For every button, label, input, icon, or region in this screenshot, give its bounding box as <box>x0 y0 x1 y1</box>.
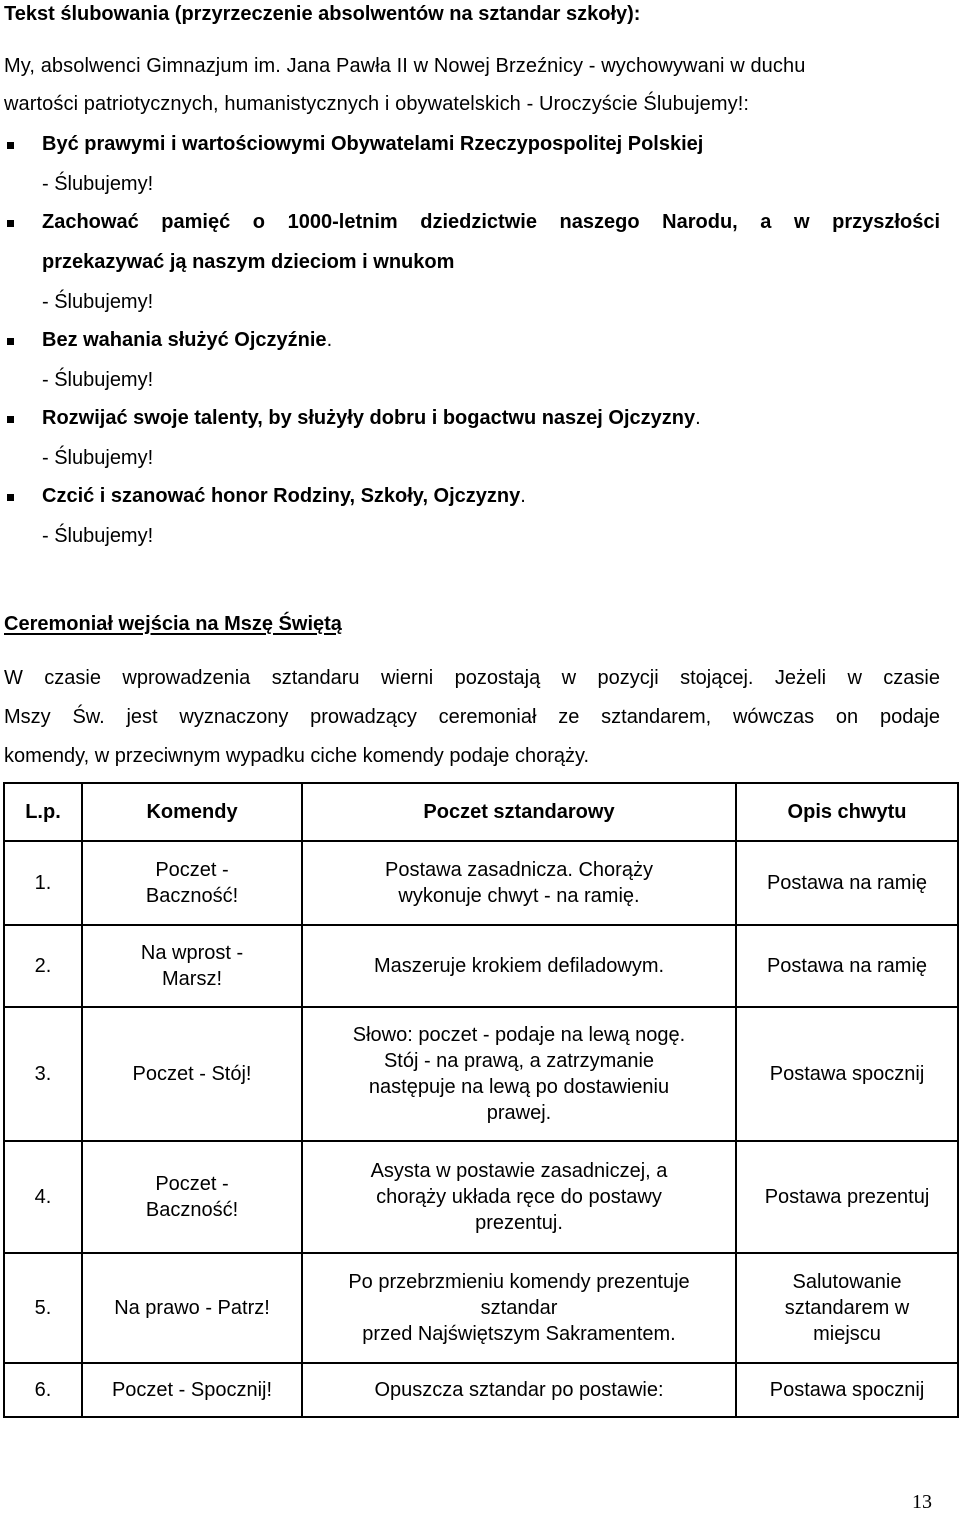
bullet-icon <box>7 220 14 227</box>
cell-lp: 5. <box>4 1253 82 1363</box>
cell-line: Poczet - <box>155 1173 229 1195</box>
cell-line: Stój - na prawą, a zatrzymanie <box>383 1050 655 1072</box>
oath-heading: Tekst ślubowania (przyrzeczenie absolwentów na sztandar szkoły): <box>4 3 641 25</box>
cell-line: Postawa na ramię <box>766 955 928 977</box>
cell-komenda <box>82 1141 302 1253</box>
table-row <box>4 1007 958 1141</box>
cell-komenda <box>82 1253 302 1363</box>
cell-line: prezentuj. <box>475 1212 563 1234</box>
intro-line-1: My, absolwenci Gimnazjum im. Jana Pawła II w Nowej Brzeźnicy - wychowywani w duchu <box>4 55 806 77</box>
cell-poczet <box>302 841 736 925</box>
vow-5-response: - Ślubujemy! <box>42 525 154 547</box>
cell-opis <box>736 841 958 925</box>
cell-komenda <box>82 1363 302 1417</box>
cell-line: Marsz! <box>162 968 222 990</box>
vow-2-text-line-1: Zachować pamięć o 1000-letnim dziedzictwie naszego Narodu, a w przyszłości <box>42 211 940 233</box>
cell-line: sztandarem w <box>784 1297 910 1319</box>
cell-opis <box>736 1141 958 1253</box>
table-row <box>4 1253 958 1363</box>
cell-lp: 4. <box>4 1141 82 1253</box>
vow-1-response: - Ślubujemy! <box>42 173 154 195</box>
cell-poczet <box>302 1363 736 1417</box>
paragraph-line-1: W czasie wprowadzenia sztandaru wierni pozostają w pozycji stojącej. Jeżeli w czasie <box>4 667 940 689</box>
ceremony-table <box>3 782 959 1418</box>
vow-2-text-line-2: przekazywać ją naszym dzieciom i wnukom <box>42 251 455 273</box>
cell-line: Baczność! <box>145 885 239 907</box>
cell-komenda <box>82 1007 302 1141</box>
bullet-icon <box>7 416 14 423</box>
table-header-row <box>4 783 958 841</box>
cell-line: Postawa spocznij <box>769 1379 925 1401</box>
cell-lp: 3. <box>4 1007 82 1141</box>
vow-4-response: - Ślubujemy! <box>42 447 154 469</box>
cell-poczet <box>302 1253 736 1363</box>
cell-line: Poczet - <box>155 859 229 881</box>
cell-line: Na wprost - <box>140 942 244 964</box>
cell-line: Opuszcza sztandar po postawie: <box>374 1379 664 1401</box>
cell-opis <box>736 1363 958 1417</box>
cell-line: Maszeruje krokiem defiladowym. <box>373 955 665 977</box>
column-header-komendy: Komendy <box>82 783 302 841</box>
column-header-poczet: Poczet sztandarowy <box>302 783 736 841</box>
cell-line: Postawa prezentuj <box>764 1186 930 1208</box>
cell-lp: 6. <box>4 1363 82 1417</box>
bullet-icon <box>7 494 14 501</box>
table-row <box>4 841 958 925</box>
cell-poczet <box>302 925 736 1007</box>
cell-line: przed Najświętszym Sakramentem. <box>362 1323 676 1345</box>
cell-line: Po przebrzmieniu komendy prezentuje <box>348 1271 690 1293</box>
cell-line: miejscu <box>813 1323 881 1345</box>
column-header-opis: Opis chwytu <box>736 783 958 841</box>
vow-1-text: Być prawymi i wartościowymi Obywatelami Rzeczypospolitej Polskiej <box>42 133 704 155</box>
table-row <box>4 1141 958 1253</box>
cell-komenda <box>82 841 302 925</box>
cell-line: Postawa spocznij <box>769 1063 925 1085</box>
cell-lp: 1. <box>4 841 82 925</box>
cell-opis <box>736 1007 958 1141</box>
paragraph-line-3: komendy, w przeciwnym wypadku ciche komendy podaje chorąży. <box>4 745 590 767</box>
cell-komenda <box>82 925 302 1007</box>
cell-line: Na prawo - Patrz! <box>114 1297 270 1319</box>
cell-poczet <box>302 1007 736 1141</box>
cell-opis <box>736 925 958 1007</box>
paragraph-line-2: Mszy Św. jest wyznaczony prowadzący ceremoniał ze sztandarem, wówczas on podaje <box>4 706 940 728</box>
cell-line: następuje na lewą po dostawieniu <box>368 1076 670 1098</box>
cell-lp: 2. <box>4 925 82 1007</box>
cell-line: Asysta w postawie zasadniczej, a <box>370 1160 668 1182</box>
cell-line: sztandar <box>480 1297 558 1319</box>
vow-3-text: Bez wahania służyć Ojczyźnie. <box>42 329 333 351</box>
bullet-icon <box>7 338 14 345</box>
cell-line: Postawa zasadnicza. Chorąży <box>385 859 653 881</box>
vow-2-response: - Ślubujemy! <box>42 291 154 313</box>
cell-line: chorąży układa ręce do postawy <box>376 1186 662 1208</box>
bullet-icon <box>7 142 14 149</box>
cell-line: Salutowanie <box>792 1271 902 1293</box>
page-number: 13 <box>912 1491 932 1513</box>
column-header-lp: L.p. <box>4 783 82 841</box>
table-row <box>4 925 958 1007</box>
cell-line: wykonuje chwyt - na ramię. <box>398 885 640 907</box>
cell-line: Słowo: poczet - podaje na lewą nogę. <box>352 1024 686 1046</box>
cell-opis <box>736 1253 958 1363</box>
cell-line: prawej. <box>486 1102 552 1124</box>
cell-poczet <box>302 1141 736 1253</box>
cell-line: Poczet - Stój! <box>132 1063 252 1085</box>
cell-line: Baczność! <box>145 1199 239 1221</box>
intro-line-2: wartości patriotycznych, humanistycznych i obywatelskich - Uroczyście Ślubujemy!: <box>4 93 750 115</box>
cell-line: Poczet - Spocznij! <box>111 1379 273 1401</box>
vow-5-text: Czcić i szanować honor Rodziny, Szkoły, Ojczyzny. <box>42 485 526 507</box>
cell-line: Postawa na ramię <box>766 872 928 894</box>
vow-4-text: Rozwijać swoje talenty, by służyły dobru i bogactwu naszej Ojczyzny. <box>42 407 701 429</box>
table-row <box>4 1363 958 1417</box>
section-heading: Ceremoniał wejścia na Mszę Świętą <box>4 613 342 635</box>
vow-3-response: - Ślubujemy! <box>42 369 154 391</box>
